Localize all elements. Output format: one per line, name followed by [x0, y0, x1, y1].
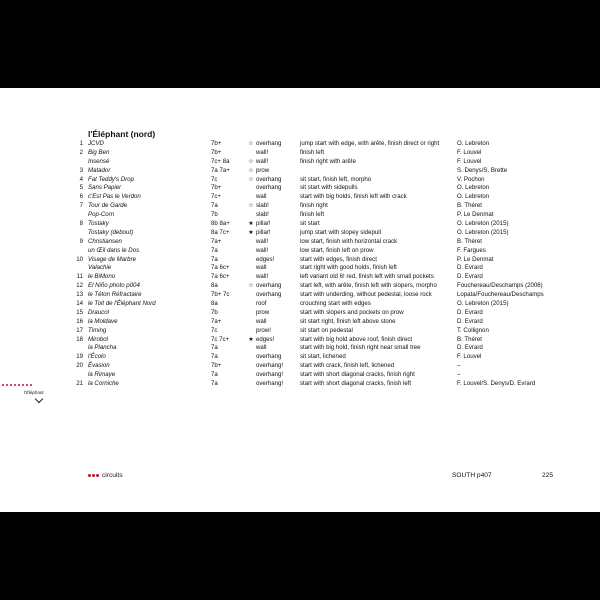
- table-row: [0, 256, 600, 265]
- table-row: [0, 309, 600, 318]
- table-row: [0, 158, 600, 167]
- route-description: start with underding, without pedestal, loose rock: [300, 291, 432, 299]
- route-grade: 7b+: [211, 184, 222, 192]
- route-description: sit start on pedestal: [300, 326, 353, 334]
- page-number: 225: [542, 472, 554, 479]
- route-grade: 7a 6c+: [211, 273, 230, 281]
- route-number: 18: [76, 335, 83, 343]
- table-row: [0, 167, 600, 176]
- route-type: wall!: [256, 148, 269, 156]
- route-grade: 7b: [211, 308, 218, 316]
- route-name: Draucol: [88, 308, 109, 316]
- arrow-icon: [35, 395, 43, 403]
- bullet-icon: [96, 474, 99, 477]
- route-name: Christiansen: [88, 237, 122, 245]
- route-author: D. Evrard: [457, 317, 483, 325]
- route-type: wall!: [256, 273, 269, 281]
- route-name: l'Écolo: [88, 353, 106, 361]
- route-name: la Moldave: [88, 317, 118, 325]
- route-author: F. Louvel: [457, 148, 482, 156]
- route-name: Tour de Garde: [88, 202, 128, 210]
- table-row: [0, 202, 600, 211]
- route-type: slab!: [256, 202, 269, 210]
- route-grade: 7a: [211, 202, 218, 210]
- route-author: F. Louvel: [457, 353, 482, 361]
- route-author: D. Evrard: [457, 264, 483, 272]
- route-description: crouching start with edges: [300, 300, 371, 308]
- route-type: overhang: [256, 282, 282, 290]
- table-row: [0, 380, 600, 389]
- route-type: wall: [256, 193, 267, 201]
- route-author: O. Lebreton: [457, 193, 490, 201]
- table-row: [0, 140, 600, 149]
- route-type: edges!: [256, 255, 275, 263]
- route-name: Pop-Corn: [88, 211, 115, 219]
- route-author: S. Denys/S. Brette: [457, 166, 508, 174]
- route-number: 6: [79, 193, 83, 201]
- route-description: finish left: [300, 148, 325, 156]
- route-grade: 7b+: [211, 140, 222, 147]
- route-name: la Plancha: [88, 344, 117, 352]
- table-row: [0, 327, 600, 336]
- route-author: –: [457, 371, 461, 379]
- route-number: 12: [76, 282, 83, 290]
- route-grade: 7c+: [211, 193, 221, 201]
- route-author: Fouchereau/Deschamps (2006): [457, 282, 543, 290]
- route-type: slab!: [256, 211, 269, 219]
- route-author: O. Lebreton: [457, 184, 490, 192]
- route-name: Tostaky (debout): [88, 228, 134, 236]
- table-row: [0, 220, 600, 229]
- route-name: Valachie: [88, 264, 112, 272]
- route-grade: 7a: [211, 344, 218, 352]
- table-row: [0, 149, 600, 158]
- route-author: P. Le Denmat: [457, 255, 494, 263]
- route-number: 14: [76, 300, 83, 308]
- route-name: Timing: [88, 326, 107, 334]
- table-row: [0, 318, 600, 327]
- route-author: F. Louvel/S. Denys/D. Evrard: [457, 380, 536, 388]
- route-author: T. Collignon: [457, 326, 489, 334]
- table-row: [0, 291, 600, 300]
- route-number: 7: [79, 202, 83, 210]
- route-grade: 7a+: [211, 237, 222, 245]
- route-number: 15: [76, 308, 83, 316]
- route-number: 1: [79, 140, 83, 147]
- route-type: overhang: [256, 140, 282, 147]
- table-row: [0, 193, 600, 202]
- route-number: 4: [79, 175, 83, 183]
- route-rating: ☆: [248, 140, 254, 147]
- book-page: [0, 88, 600, 512]
- route-number: 8: [79, 220, 83, 228]
- section-title: l'Éléphant (nord): [88, 129, 156, 139]
- route-grade: 7b+ 7c: [211, 291, 230, 299]
- route-type: prow: [256, 166, 270, 174]
- route-type: edges!: [256, 335, 275, 343]
- route-description: left variant old 6! red, finish left with small pockets: [300, 273, 434, 281]
- route-description: finish right: [300, 202, 328, 210]
- route-name: le Toit de l'Éléphant Nord: [88, 300, 156, 308]
- route-number: 3: [79, 166, 83, 174]
- route-description: sit start, finish left, morpho: [300, 175, 372, 183]
- route-type: overhang: [256, 353, 282, 361]
- footer-section: [88, 472, 123, 479]
- table-row: [0, 211, 600, 220]
- route-author: O. Lebreton: [457, 140, 490, 147]
- route-description: start with crack, finish left, lichened: [300, 362, 395, 370]
- table-row: [0, 264, 600, 273]
- route-number: 13: [76, 291, 83, 299]
- route-description: start with edges, finish direct: [300, 255, 377, 263]
- route-grade: 7a+: [211, 317, 222, 325]
- route-grade: 7a 7a+: [211, 166, 230, 174]
- route-description: sit start right, finish left above stone: [300, 317, 396, 325]
- table-row: [0, 247, 600, 256]
- route-description: jump start with edge, with arête, finish direct or right: [300, 140, 440, 147]
- route-name: c'Est Pas le Verdon: [88, 193, 141, 201]
- route-number: 19: [76, 353, 83, 361]
- route-type: overhang!: [256, 380, 284, 388]
- table-row: [0, 371, 600, 380]
- route-rating: ☆: [248, 202, 254, 210]
- route-author: O. Lebreton (2015): [457, 228, 509, 236]
- route-number: 16: [76, 317, 83, 325]
- route-rating: ☆: [248, 166, 254, 174]
- route-grade: 8b 8a+: [211, 220, 230, 228]
- route-author: D. Evrard: [457, 308, 483, 316]
- table-row: [0, 362, 600, 371]
- route-name: Insensé: [88, 157, 110, 165]
- route-name: le Téton Réfractaire: [88, 291, 142, 299]
- route-type: overhang: [256, 175, 282, 183]
- route-type: wall: [256, 344, 267, 352]
- route-type: pillar!: [256, 228, 271, 236]
- route-grade: 7b+: [211, 148, 222, 156]
- table-row: [0, 336, 600, 345]
- route-description: sit start, lichened: [300, 353, 346, 361]
- route-name: JCVD: [88, 140, 104, 147]
- route-type: wall!: [256, 237, 269, 245]
- route-grade: 7b: [211, 211, 218, 219]
- route-description: start with short diagonal cracks, finish right: [300, 371, 415, 379]
- route-type: overhang: [256, 291, 282, 299]
- route-table: [0, 140, 600, 389]
- route-rating: ★: [248, 228, 254, 236]
- table-row: [0, 176, 600, 185]
- route-description: start with short diagonal cracks, finish left: [300, 380, 412, 388]
- route-author: F. Louvel: [457, 157, 482, 165]
- route-type: overhang: [256, 184, 282, 192]
- route-number: 17: [76, 326, 83, 334]
- route-description: jump start with slopey sidepull: [300, 228, 381, 236]
- route-grade: 7a: [211, 353, 218, 361]
- route-name: El Niño photo p004: [88, 282, 140, 290]
- route-grade: 8a 7c+: [211, 228, 230, 236]
- route-type: prow: [256, 308, 270, 316]
- route-rating: ☆: [248, 282, 254, 290]
- route-description: finish left: [300, 211, 325, 219]
- route-number: 10: [76, 255, 83, 263]
- route-rating: ☆: [248, 157, 254, 165]
- route-number: 11: [76, 273, 83, 281]
- route-author: D. Evrard: [457, 344, 483, 352]
- table-row: [0, 282, 600, 291]
- route-name: le BiMono: [88, 273, 116, 281]
- route-rating: ☆: [248, 175, 254, 183]
- route-description: start with big hold, finish right near small tree: [300, 344, 421, 352]
- footer-reference: SOUTH p407: [452, 472, 492, 479]
- table-row: [0, 238, 600, 247]
- route-name: la Rimaye: [88, 371, 116, 379]
- route-rating: ★: [248, 335, 254, 343]
- route-description: start left, with arête, finish left with slopers, morpho: [300, 282, 437, 290]
- route-name: Sans Papier: [88, 184, 122, 192]
- table-row: [0, 229, 600, 238]
- route-rating: ★: [248, 220, 254, 228]
- route-number: 5: [79, 184, 83, 192]
- route-type: prow!: [256, 326, 271, 334]
- table-row: [0, 273, 600, 282]
- route-type: wall!: [256, 157, 269, 165]
- route-description: sit start with sidepulls: [300, 184, 358, 192]
- route-author: O. Lebreton (2015): [457, 220, 509, 228]
- route-grade: 7b+: [211, 362, 222, 370]
- route-type: wall: [256, 264, 267, 272]
- route-description: start with big hold above roof, finish direct: [300, 335, 413, 343]
- route-name: un Œil dans le Dos: [88, 246, 140, 254]
- route-author: F. Fargues: [457, 246, 486, 254]
- bullet-icon: [88, 474, 91, 477]
- route-author: P. Le Denmat: [457, 211, 494, 219]
- route-grade: 7c+ 8a: [211, 157, 230, 165]
- route-grade: 8a: [211, 300, 218, 308]
- route-grade: 7c: [211, 326, 218, 334]
- route-author: Lopata/Fouchereau/Deschamps: [457, 291, 544, 299]
- bullet-icon: [92, 474, 95, 477]
- route-type: wall: [256, 317, 267, 325]
- route-description: low start, finish with horizontal crack: [300, 237, 398, 245]
- route-number: 2: [79, 148, 83, 156]
- route-description: start right with good holds, finish left: [300, 264, 397, 272]
- route-grade: 7a: [211, 380, 218, 388]
- route-description: start with big holds, finish left with crack: [300, 193, 407, 201]
- route-description: start with slopers and pockets on prow: [300, 308, 404, 316]
- route-grade: 7a: [211, 255, 218, 263]
- route-description: low start, finish left on prow: [300, 246, 374, 254]
- route-name: Big Ben: [88, 148, 110, 156]
- route-author: B. Théret: [457, 237, 482, 245]
- route-type: wall!: [256, 246, 269, 254]
- route-name: la Corniche: [88, 380, 119, 388]
- route-description: finish right with arête: [300, 157, 356, 165]
- route-name: Évasion: [88, 362, 110, 370]
- route-type: roof: [256, 300, 267, 308]
- footer-section-label: circuits: [102, 472, 123, 479]
- route-grade: 7c 7c+: [211, 335, 230, 343]
- route-description: sit start: [300, 220, 320, 228]
- route-grade: 7a: [211, 371, 218, 379]
- route-grade: 7a 6c+: [211, 264, 230, 272]
- route-author: B. Théret: [457, 335, 482, 343]
- route-name: Visage de Marbre: [88, 255, 136, 263]
- route-number: 9: [79, 237, 83, 245]
- route-number: 20: [76, 362, 83, 370]
- route-author: D. Evrard: [457, 273, 483, 281]
- route-number: 21: [76, 380, 83, 388]
- route-type: overhang!: [256, 371, 284, 379]
- map-marker-label: l'Éléphant: [24, 390, 44, 395]
- route-author: –: [457, 362, 461, 370]
- route-name: Matador: [88, 166, 111, 174]
- route-author: B. Théret: [457, 202, 482, 210]
- route-grade: 8a: [211, 282, 218, 290]
- route-name: Mirobol: [88, 335, 108, 343]
- route-type: overhang!: [256, 362, 284, 370]
- route-grade: 7c: [211, 175, 218, 183]
- table-row: [0, 300, 600, 309]
- route-author: V. Pochon: [457, 175, 485, 183]
- route-type: pillar!: [256, 220, 271, 228]
- route-name: Tostaky: [88, 220, 109, 228]
- route-name: Fat Teddy's Drop: [88, 175, 134, 183]
- table-row: [0, 184, 600, 193]
- route-grade: 7a: [211, 246, 218, 254]
- table-row: [0, 353, 600, 362]
- route-author: O. Lebreton (2015): [457, 300, 509, 308]
- table-row: [0, 344, 600, 353]
